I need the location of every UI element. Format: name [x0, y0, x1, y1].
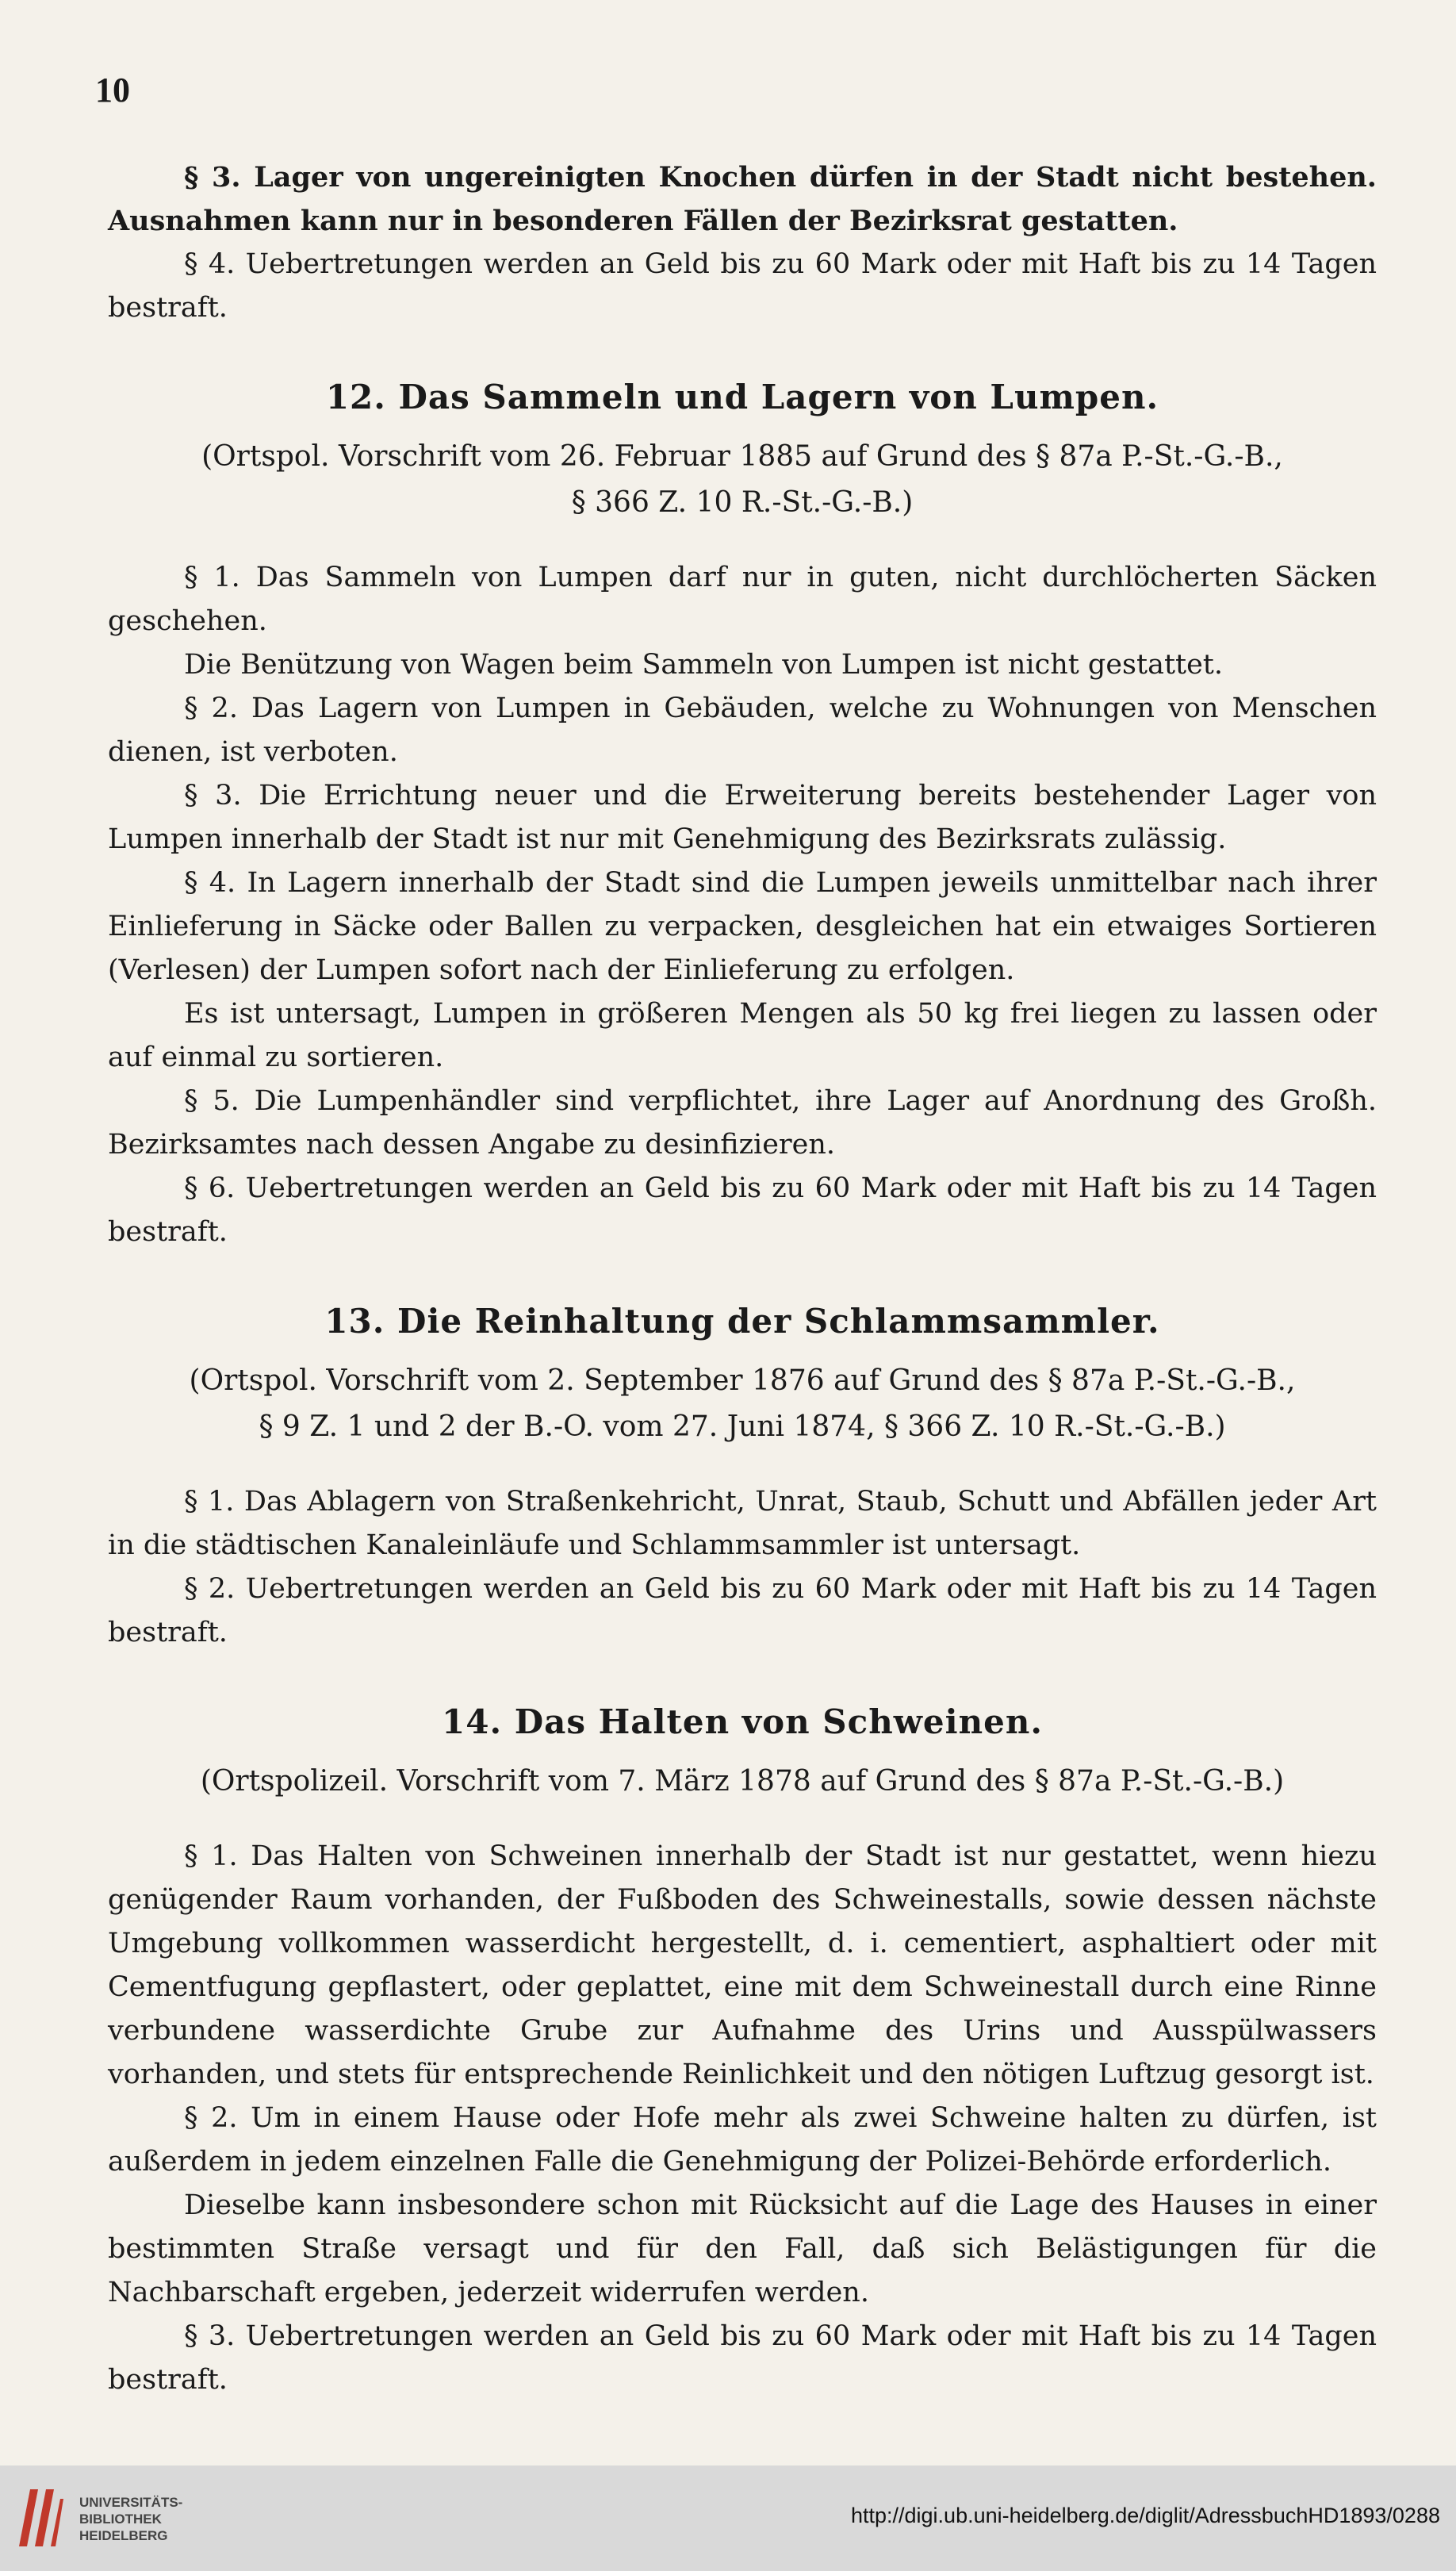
intro-paragraph: § 3. Lager von ungereinigten Knochen dürfen in der Stadt nicht bestehen. Ausnahmen kann nur in besonderen Fällen der Bezirksrat gestatten.: [108, 161, 1377, 237]
section-paragraph: § 1. Das Ablagern von Straßenkehricht, Unrat, Staub, Schutt und Abfällen jeder Art in die städtischen Kanaleinläufe und Schlammsammler ist untersagt.: [108, 1486, 1377, 1561]
section-source-line: § 9 Z. 1 und 2 der B.-O. vom 27. Juni 1874, § 366 Z. 10 R.-St.-G.-B.): [259, 1410, 1226, 1443]
section-paragraph: Es ist untersagt, Lumpen in größeren Mengen als 50 kg frei liegen zu lassen oder auf einmal zu sortieren.: [108, 998, 1377, 1073]
section-paragraph: § 2. Das Lagern von Lumpen in Gebäuden, welche zu Wohnungen von Menschen dienen, ist verboten.: [108, 693, 1377, 768]
section-heading: 14. Das Halten von Schweinen.: [442, 1702, 1043, 1741]
section-source-line: (Ortspol. Vorschrift vom 2. September 1876 auf Grund des § 87a P.-St.-G.-B.,: [189, 1364, 1296, 1397]
library-name-line: HEIDELBERG: [79, 2528, 168, 2543]
section-paragraph: Dieselbe kann insbesondere schon mit Rücksicht auf die Lage des Hauses in einer bestimmten Straße versagt und für den Fall, daß sich Belästigungen für die Nachbarschaft ergeben, jederzeit widerrufen werden.: [108, 2189, 1377, 2308]
section-paragraph: § 2. Um in einem Hause oder Hofe mehr als zwei Schweine halten zu dürfen, ist außerdem in jedem einzelnen Falle die Genehmigung der Polizei-Behörde erforderlich.: [108, 2102, 1377, 2178]
university-library-logo-icon: [14, 2485, 65, 2551]
intro-paragraph: § 4. Uebertretungen werden an Geld bis zu 60 Mark oder mit Haft bis zu 14 Tagen bestraft.: [108, 248, 1377, 324]
section-paragraph: § 6. Uebertretungen werden an Geld bis zu 60 Mark oder mit Haft bis zu 14 Tagen bestraft.: [108, 1172, 1377, 1248]
section-paragraph: § 1. Das Halten von Schweinen innerhalb der Stadt ist nur gestattet, wenn hiezu genügender Raum vorhanden, der Fußboden des Schweinestalls, sowie dessen nächste Umgebung vollkommen wasserdicht hergestellt, d. i. cementiert, asphaltiert oder mit Cementfugung gepflastert, oder geplattet, eine mit dem Schweinestall durch eine Rinne verbundene wasserdichte Grube zur Aufnahme des Urins und Ausspülwassers vorhanden, und stets für entsprechende Reinlichkeit und den nötigen Luftzug gesorgt ist.: [108, 1840, 1377, 2090]
section-paragraph: § 2. Uebertretungen werden an Geld bis zu 60 Mark oder mit Haft bis zu 14 Tagen bestraft.: [108, 1573, 1377, 1648]
source-url-link[interactable]: http://digi.ub.uni-heidelberg.de/diglit/AdressbuchHD1893/0288: [850, 2504, 1440, 2527]
library-name-line: BIBLIOTHEK: [79, 2512, 162, 2527]
section-heading: 13. Die Reinhaltung der Schlammsammler.: [324, 1302, 1160, 1341]
library-name: [79, 2494, 182, 2544]
section-heading: 12. Das Sammeln und Lagern von Lumpen.: [325, 378, 1159, 416]
section-paragraph: § 5. Die Lumpenhändler sind verpflichtet, ihre Lager auf Anordnung des Großh. Bezirksamtes nach dessen Angabe zu desinfizieren.: [108, 1085, 1377, 1161]
section-source-line: (Ortspolizeil. Vorschrift vom 7. März 1878 auf Grund des § 87a P.-St.-G.-B.): [200, 1765, 1285, 1798]
section-paragraph: § 3. Uebertretungen werden an Geld bis zu 60 Mark oder mit Haft bis zu 14 Tagen bestraft.: [108, 2320, 1377, 2396]
section-paragraph: § 4. In Lagern innerhalb der Stadt sind die Lumpen jeweils unmittelbar nach ihrer Einlieferung in Säcke oder Ballen zu verpacken, desgleichen hat ein etwaiges Sortieren (Verlesen) der Lumpen sofort nach der Einlieferung zu erfolgen.: [108, 867, 1377, 986]
section-source-line: (Ortspol. Vorschrift vom 26. Februar 1885 auf Grund des § 87a P.-St.-G.-B.,: [201, 440, 1283, 473]
library-name-line: UNIVERSITÄTS-: [79, 2495, 183, 2510]
page-number: 10: [95, 71, 130, 109]
section-paragraph: § 3. Die Errichtung neuer und die Erweiterung bereits bestehender Lager von Lumpen innerhalb der Stadt ist nur mit Genehmigung des Bezirksrats zulässig.: [108, 780, 1377, 855]
section-paragraph: Die Benützung von Wagen beim Sammeln von Lumpen ist nicht gestattet.: [184, 649, 1223, 681]
section-paragraph: § 1. Das Sammeln von Lumpen darf nur in guten, nicht durchlöcherten Säcken geschehen.: [108, 562, 1377, 637]
section-source-line: § 366 Z. 10 R.-St.-G.-B.): [571, 486, 914, 519]
footer-bar: [0, 2465, 1456, 2571]
page-content: [108, 155, 1377, 2402]
